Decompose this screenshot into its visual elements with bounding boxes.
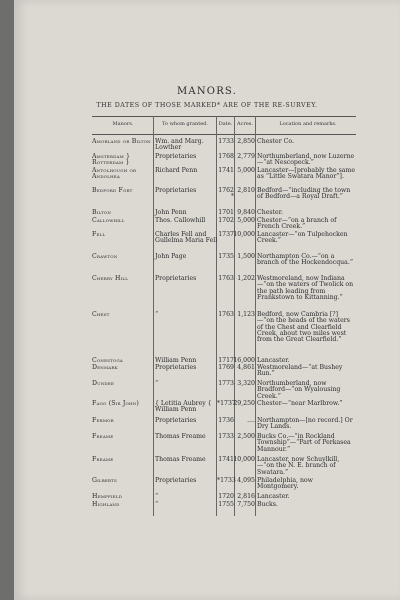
- cell-loc: Bucks.: [257, 501, 278, 508]
- cell-date: 1720: [218, 493, 234, 500]
- cell-acres: 16,000: [233, 357, 255, 364]
- cell-acres: 1,500: [237, 253, 255, 260]
- cell-acres: 2,500: [237, 433, 255, 440]
- cell-loc: Chester.: [257, 209, 283, 216]
- cell-date: 1735: [218, 253, 234, 260]
- column-divider: [153, 116, 154, 516]
- cell-loc: Northumberland, now Luzerne—“at Nescopeck.”: [257, 153, 355, 167]
- cell-name: Antolhough or Andolhea: [92, 167, 137, 181]
- cell-date: 1741: [218, 456, 234, 463]
- cell-acres: 10,000: [233, 231, 255, 238]
- column-header-acres: Acres.: [237, 121, 253, 127]
- cell-acres: 3,320: [237, 380, 255, 387]
- cell-loc: Northampton—[no record.] Or Dry Lands.: [257, 417, 353, 431]
- cell-loc: Bedford, now Cambria [?]—“on the heads of the waters of the Chest and Clearfield Creek, about two miles west from the Great Clearfield.”: [257, 311, 350, 344]
- cell-name: Callowhill: [92, 217, 125, 224]
- cell-loc: Chester—“near Marlbrow.”: [257, 400, 343, 407]
- cell-loc: Chester—“on a branch of French Creek.”: [257, 217, 337, 231]
- cell-date: 1763: [218, 311, 234, 318]
- cell-who: Charles Fell and Gullelma Maria Fell: [155, 231, 218, 245]
- cell-date: 1702: [218, 217, 234, 224]
- column-header-granted: To whom granted.: [162, 121, 208, 127]
- cell-acres: 9,840: [237, 209, 255, 216]
- cell-loc: Lancaster—“on Tulpehocken Creek.”: [257, 231, 348, 245]
- cell-name: Fago (Sir John): [92, 400, 139, 407]
- cell-loc: Lancaster—[probably the same as “Little Swatara Manor”].: [257, 167, 356, 181]
- cell-acres: ....: [247, 417, 255, 424]
- cell-loc: Chester Co.: [257, 138, 294, 145]
- cell-who: Proprietaries: [155, 417, 197, 424]
- cell-who: Thomas Freame: [155, 433, 206, 440]
- cell-name: Chest: [92, 311, 110, 318]
- cell-name: Amorland or Bilton: [92, 138, 151, 145]
- table-top-rule: [92, 116, 356, 117]
- cell-date: 1717: [218, 357, 234, 364]
- cell-loc: Bucks Co.—“in Rockland Township”—“Part of Perkasea Mannour.”: [257, 433, 351, 453]
- cell-name: Amsterdam } Rotterdam }: [92, 153, 131, 167]
- cell-loc: Lancaster.: [257, 493, 290, 500]
- cell-acres: 5,000: [237, 167, 255, 174]
- cell-name: Bilton: [92, 209, 112, 216]
- cell-date: 1762 *: [218, 187, 234, 201]
- cell-acres: 2,779: [237, 153, 255, 160]
- cell-who: “: [155, 380, 159, 387]
- cell-who: John Penn: [155, 209, 187, 216]
- cell-date: 1741: [218, 167, 234, 174]
- column-header-date: Date.: [218, 121, 233, 127]
- cell-who: John Page: [155, 253, 187, 260]
- cell-who: Thomas Freame: [155, 456, 206, 463]
- cell-acres: 7,750: [237, 501, 255, 508]
- cell-name: Highland: [92, 501, 120, 508]
- cell-date: 1768: [218, 153, 234, 160]
- cell-date: 1773: [218, 380, 234, 387]
- cell-acres: 5,000: [237, 217, 255, 224]
- cell-name: Fell: [92, 231, 106, 238]
- cell-who: Proprietaries: [155, 187, 197, 194]
- cell-date: 1755: [218, 501, 234, 508]
- cell-name: Freame: [92, 456, 114, 463]
- column-header-location: Location and remarks.: [279, 121, 337, 127]
- cell-loc: Lancaster, now Schuylkill,—“on the N. E. branch of Swatara.”: [257, 456, 340, 476]
- cell-who: Wm. and Marg. Lowther: [155, 138, 204, 152]
- cell-loc: Northumberland, now Bradford—“on Wyalousing Creek.”: [257, 380, 341, 400]
- cell-name: Cherry Hill: [92, 275, 129, 282]
- cell-acres: 29,250: [233, 400, 255, 407]
- cell-date: 1733: [218, 433, 234, 440]
- cell-date: 1733: [218, 138, 234, 145]
- cell-name: Denmark: [92, 364, 118, 371]
- column-divider: [255, 116, 256, 516]
- cell-date: 1769: [218, 364, 234, 371]
- cell-acres: 2,810: [237, 187, 255, 194]
- cell-who: Proprietaries: [155, 153, 197, 160]
- cell-who: Thos. Callowhill: [155, 217, 206, 224]
- cell-acres: 4,861: [237, 364, 255, 371]
- cell-loc: Philadelphia, now Montgomery.: [257, 477, 313, 491]
- cell-date: 1737: [218, 231, 234, 238]
- cell-who: “: [155, 311, 159, 318]
- cell-loc: Lancaster.: [257, 357, 290, 364]
- cell-who: “: [155, 501, 159, 508]
- cell-loc: Westmoreland—“at Bushey Run.”: [257, 364, 343, 378]
- cell-name: Crawton: [92, 253, 118, 260]
- cell-date: 1763: [218, 275, 234, 282]
- page-title: MANORS.: [176, 86, 237, 97]
- cell-date: *1737: [217, 400, 236, 407]
- cell-date: 1736: [218, 417, 234, 424]
- cell-loc: Bedford—“including the town of Bedford—a Royal Draft.”: [257, 187, 351, 201]
- cell-who: Proprietaries: [155, 364, 197, 371]
- cell-name: Freame: [92, 433, 114, 440]
- cell-who: { Letitia Aubrey { William Penn: [155, 400, 212, 414]
- cell-acres: 4,095: [237, 477, 255, 484]
- cell-who: Proprietaries: [155, 275, 197, 282]
- cell-date: *1733: [217, 477, 236, 484]
- cell-acres: 1,123: [237, 311, 255, 318]
- cell-name: Hempfield: [92, 493, 123, 500]
- cell-name: Gilberts: [92, 477, 117, 484]
- cell-acres: 1,202: [237, 275, 255, 282]
- table-header-rule: [92, 134, 356, 135]
- cell-loc: Westmoreland, now Indiana—“on the waters of Twolick on the path leading from Frankstown to Kittanning.”: [257, 275, 354, 301]
- cell-name: Dundee: [92, 380, 115, 387]
- cell-acres: 2,850: [237, 138, 255, 145]
- cell-acres: 10,000: [233, 456, 255, 463]
- column-header-manors: Manors.: [112, 121, 134, 127]
- cell-who: Proprietaries: [155, 477, 197, 484]
- cell-who: “: [155, 493, 159, 500]
- cell-acres: 2,816: [237, 493, 255, 500]
- cell-name: Fermor: [92, 417, 114, 424]
- cell-name: Conestoga: [92, 357, 124, 364]
- cell-date: 1701: [218, 209, 234, 216]
- cell-name: Bedford Fort: [92, 187, 133, 194]
- cell-loc: Northampton Co.—“on a branch of the Hockendocqua.”: [257, 253, 353, 267]
- cell-who: Richard Penn: [155, 167, 198, 174]
- page-subtitle: THE DATES OF THOSE MARKED* ARE OF THE RE-SURVEY.: [96, 102, 318, 109]
- cell-who: William Penn: [155, 357, 197, 364]
